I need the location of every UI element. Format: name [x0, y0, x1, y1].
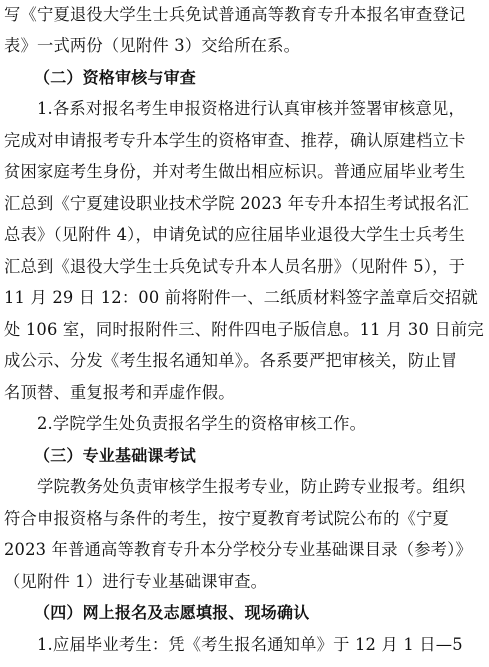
paragraph-line: 贫困家庭考生身份，并对考生做出相应标识。普通应届毕业考生: [4, 162, 466, 181]
paragraph-line: 表》一式两份（见附件 3）交给所在系。: [4, 36, 301, 55]
paragraph-line: 汇总到《宁夏建设职业技术学院 2023 年专升本招生考试报名汇: [4, 194, 470, 213]
section-heading-online-registration: （四）网上报名及志愿填报、现场确认: [34, 603, 310, 622]
section-heading-qualification-review: （二）资格审核与审查: [34, 68, 197, 87]
paragraph-line: 2023 年普通高等教育专升本分学校分专业基础课目录（参考）》: [4, 540, 472, 559]
paragraph-line: 符合申报资格与条件的考生，按宁夏教育考试院公布的《宁夏: [4, 509, 449, 528]
paragraph-line: 汇总到《退役大学生士兵免试专升本人员名册》（见附件 5），于: [4, 257, 466, 276]
paragraph-line: 写《宁夏退役大学生士兵免试普通高等教育专升本报名审查登记: [4, 5, 466, 24]
paragraph-line: （见附件 1）进行专业基础课审查。: [4, 572, 268, 591]
paragraph-line: 1.各系对报名考生申报资格进行认真审核并签署审核意见，: [37, 99, 465, 118]
paragraph-line: 成公示、分发《考生报名通知单》。各系要严把审核关，防止冒: [4, 351, 458, 370]
paragraph-line: 总表》（见附件 4），申请免试的应往届毕业退役大学生士兵考生: [4, 225, 466, 244]
paragraph-line: 处 106 室，同时报附件三、附件四电子版信息。11 月 30 日前完: [4, 320, 484, 339]
paragraph-line: 完成对申请报考专升本学生的资格审查、推荐，确认原建档立卡: [4, 131, 466, 150]
paragraph-line: 1.应届毕业考生：凭《考生报名通知单》于 12 月 1 日—5: [37, 635, 463, 654]
section-heading-foundation-exam: （三）专业基础课考试: [34, 446, 197, 465]
paragraph-line: 11 月 29 日 12：00 前将附件一、二纸质材料签字盖章后交招就: [4, 288, 478, 307]
paragraph-line: 学院教务处负责审核学生报考专业，防止跨专业报考。组织: [37, 477, 466, 496]
paragraph-line: 2.学院学生处负责报名学生的资格审核工作。: [37, 414, 367, 433]
paragraph-line: 名顶替、重复报考和弄虚作假。: [4, 383, 235, 402]
